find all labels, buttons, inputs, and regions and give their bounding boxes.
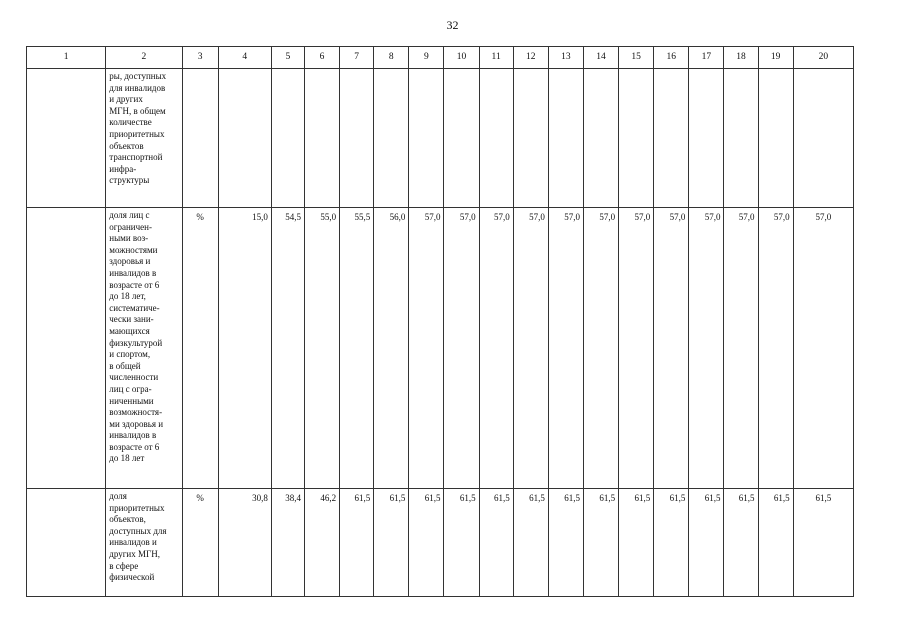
description-line: инвалидов в — [109, 430, 157, 441]
value-cell: 56,0 — [374, 208, 409, 489]
value-cell — [583, 69, 618, 208]
description-line: приоритетных — [109, 502, 165, 513]
description-line: чески зани- — [109, 314, 154, 325]
description-line: доля лиц с — [109, 210, 150, 220]
column-header: 4 — [218, 47, 271, 69]
description-line: доля — [109, 491, 127, 501]
column-header: 11 — [479, 47, 513, 69]
description-line: возрасте от 6 — [109, 441, 160, 452]
value-cell: 57,0 — [619, 208, 654, 489]
value-cell: 57,0 — [724, 208, 758, 489]
description-line: в общей — [109, 360, 141, 371]
value-cell — [218, 69, 271, 208]
unit-cell: % — [182, 489, 218, 597]
value-cell — [548, 69, 583, 208]
column-header: 13 — [548, 47, 583, 69]
description-line: ограничен- — [109, 221, 152, 232]
description-line: ми здоровья и — [109, 418, 164, 429]
value-cell: 57,0 — [548, 208, 583, 489]
column-header: 18 — [724, 47, 758, 69]
unit-cell — [182, 69, 218, 208]
description-line: в сфере — [109, 560, 139, 571]
value-cell: 54,5 — [271, 208, 304, 489]
value-cell: 57,0 — [409, 208, 444, 489]
value-cell — [513, 69, 548, 208]
header-row — [27, 47, 854, 69]
description-line: возрасте от 6 — [109, 279, 160, 290]
value-cell: 61,5 — [374, 489, 409, 597]
value-cell: 30,8 — [218, 489, 271, 597]
unit-cell: % — [182, 208, 218, 489]
description-line: для инвалидов — [109, 82, 166, 93]
value-cell — [758, 69, 793, 208]
value-cell — [409, 69, 444, 208]
value-cell: 61,5 — [583, 489, 618, 597]
description-line: приоритетных — [109, 128, 165, 139]
value-cell: 46,2 — [304, 489, 339, 597]
value-cell: 61,5 — [619, 489, 654, 597]
value-cell: 61,5 — [548, 489, 583, 597]
value-cell — [304, 69, 339, 208]
description-line: можностями — [109, 244, 158, 255]
table-row — [27, 489, 854, 597]
column-header: 17 — [689, 47, 724, 69]
column-header: 7 — [340, 47, 374, 69]
column-header: 6 — [304, 47, 339, 69]
value-cell: 55,5 — [340, 208, 374, 489]
description-line: возможностя- — [109, 407, 163, 418]
value-cell — [444, 69, 479, 208]
value-cell — [793, 69, 853, 208]
column-header: 1 — [27, 47, 106, 69]
data-table — [26, 46, 854, 597]
value-cell: 61,5 — [479, 489, 513, 597]
description-line: количестве — [109, 117, 152, 128]
value-cell: 61,5 — [689, 489, 724, 597]
description-line: и других — [109, 94, 143, 105]
value-cell — [724, 69, 758, 208]
value-cell — [374, 69, 409, 208]
value-cell: 61,5 — [758, 489, 793, 597]
column-header: 9 — [409, 47, 444, 69]
value-cell: 57,0 — [758, 208, 793, 489]
description-line: систематиче- — [109, 302, 160, 313]
description-line: объектов, — [109, 514, 146, 525]
value-cell: 61,5 — [654, 489, 689, 597]
table-row — [27, 69, 854, 208]
column-header: 15 — [619, 47, 654, 69]
description-line: ры, доступных — [109, 71, 167, 81]
description-line: МГН, в общем — [109, 105, 166, 116]
row-number-cell — [27, 69, 106, 208]
column-header: 16 — [654, 47, 689, 69]
column-header: 20 — [793, 47, 853, 69]
description-line: инфра- — [109, 163, 137, 174]
value-cell — [340, 69, 374, 208]
value-cell — [271, 69, 304, 208]
description-line: физической — [109, 572, 155, 583]
column-header: 8 — [374, 47, 409, 69]
value-cell: 61,5 — [340, 489, 374, 597]
page-number: 32 — [446, 18, 459, 32]
value-cell: 61,5 — [724, 489, 758, 597]
value-cell — [654, 69, 689, 208]
value-cell — [619, 69, 654, 208]
description-line: численности — [109, 372, 159, 383]
table-row — [27, 208, 854, 489]
value-cell: 61,5 — [444, 489, 479, 597]
description-line: до 18 лет — [109, 453, 145, 464]
description-line: инвалидов в — [109, 267, 157, 278]
description-line: доступных для — [109, 525, 167, 536]
value-cell: 57,0 — [793, 208, 853, 489]
column-header: 14 — [583, 47, 618, 69]
value-cell: 61,5 — [793, 489, 853, 597]
description-line: до 18 лет, — [109, 291, 146, 302]
description-line: структуры — [109, 175, 150, 186]
column-header: 12 — [513, 47, 548, 69]
description-line: лиц с огра- — [109, 383, 152, 394]
description-line: инвалидов и — [109, 537, 157, 548]
value-cell: 38,4 — [271, 489, 304, 597]
column-header: 10 — [444, 47, 479, 69]
indicator-description — [106, 208, 182, 489]
value-cell — [479, 69, 513, 208]
value-cell: 55,0 — [304, 208, 339, 489]
description-line: ными воз- — [109, 233, 149, 244]
value-cell: 57,0 — [583, 208, 618, 489]
description-line: объектов — [109, 140, 144, 151]
value-cell: 57,0 — [444, 208, 479, 489]
description-line: мающихся — [109, 325, 150, 336]
value-cell: 57,0 — [689, 208, 724, 489]
value-cell: 57,0 — [654, 208, 689, 489]
row-number-cell — [27, 489, 106, 597]
value-cell: 15,0 — [218, 208, 271, 489]
description-line: физкультурой — [109, 337, 163, 348]
indicator-description — [106, 489, 182, 597]
column-header: 2 — [106, 47, 182, 69]
value-cell: 57,0 — [513, 208, 548, 489]
description-line: здоровья и — [109, 256, 151, 267]
value-cell: 57,0 — [479, 208, 513, 489]
description-line: и спортом, — [109, 349, 151, 360]
value-cell: 61,5 — [409, 489, 444, 597]
value-cell: 61,5 — [513, 489, 548, 597]
column-header: 19 — [758, 47, 793, 69]
row-number-cell — [27, 208, 106, 489]
value-cell — [689, 69, 724, 208]
description-line: других МГН, — [109, 548, 160, 559]
column-header: 5 — [271, 47, 304, 69]
description-line: ниченными — [109, 395, 154, 406]
indicator-description — [106, 69, 182, 208]
description-line: транспортной — [109, 152, 163, 163]
column-header: 3 — [182, 47, 218, 69]
